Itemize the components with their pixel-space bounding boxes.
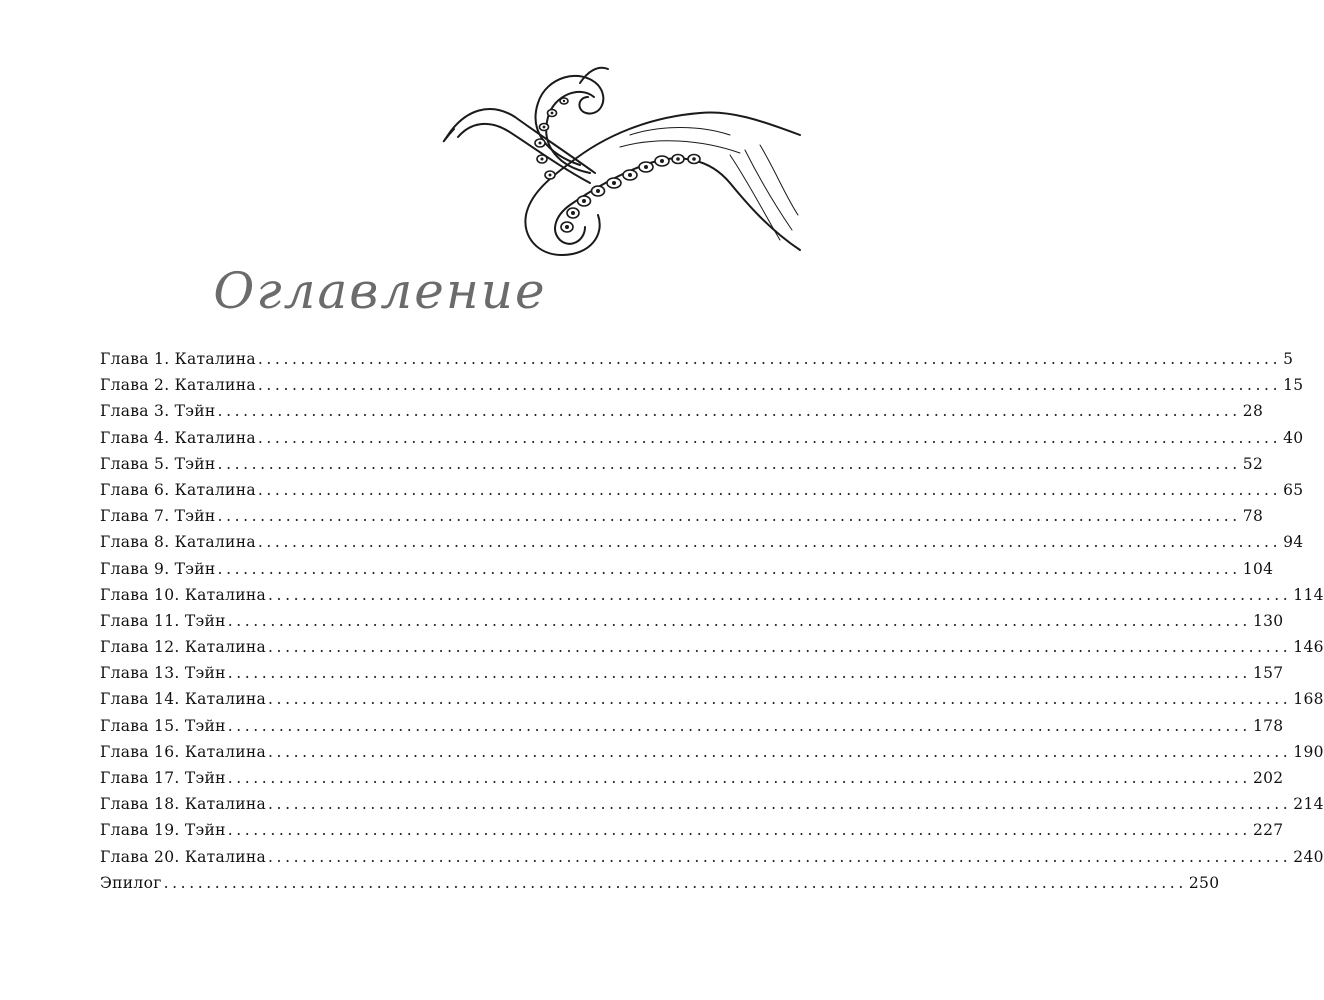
toc-entry-label: Глава 17. Тэйн bbox=[100, 769, 226, 787]
toc-entry-label: Глава 2. Каталина bbox=[100, 376, 256, 395]
toc-entry-label: Глава 5. Тэйн bbox=[100, 454, 216, 473]
toc-entry-page: 65 bbox=[1283, 480, 1304, 499]
toc-entry-page: 5 bbox=[1283, 350, 1294, 368]
toc-dot-leader: ........................................................................................................................ bbox=[268, 585, 1292, 604]
toc-entry-label: Глава 11. Тэйн bbox=[100, 611, 226, 630]
toc-dot-leader: ........................................................................................................................ bbox=[227, 611, 1251, 630]
toc-entry-page: 227 bbox=[1252, 821, 1284, 840]
toc-dot-leader: ........................................................................................................................ bbox=[268, 742, 1292, 761]
toc-entry-label: Глава 6. Каталина bbox=[100, 480, 256, 499]
toc-entry-label: Глава 8. Каталина bbox=[100, 533, 256, 552]
toc-dot-leader: ........................................................................................................................ bbox=[257, 428, 1282, 447]
toc-entry-label: Глава 12. Каталина bbox=[100, 638, 267, 657]
toc-entry bbox=[100, 795, 1324, 821]
toc-dot-leader: ........................................................................................................................ bbox=[217, 402, 1241, 421]
toc-entry-page: 94 bbox=[1283, 533, 1304, 552]
toc-entry-label: Глава 20. Каталина bbox=[100, 847, 267, 866]
toc-entry bbox=[100, 873, 1220, 900]
toc-entry bbox=[100, 559, 1274, 586]
toc-dot-leader: ........................................................................................................................ bbox=[268, 847, 1292, 866]
toc-entry bbox=[100, 428, 1304, 455]
toc-dot-leader: ........................................................................................................................ bbox=[227, 821, 1251, 840]
toc-entry-label: Глава 3. Тэйн bbox=[100, 402, 216, 421]
toc-entry-page: 15 bbox=[1283, 376, 1304, 395]
toc-dot-leader: ........................................................................................................................ bbox=[217, 507, 1241, 526]
toc-entry-label: Глава 18. Каталина bbox=[100, 795, 267, 814]
toc-entry bbox=[100, 716, 1284, 743]
toc-entry-page: 130 bbox=[1252, 611, 1284, 630]
page-title: Оглавление bbox=[213, 262, 547, 320]
toc-entry-page: 202 bbox=[1252, 769, 1284, 787]
toc-entry-label: Глава 7. Тэйн bbox=[100, 507, 216, 526]
toc-entry bbox=[100, 454, 1264, 481]
toc-entry-page: 214 bbox=[1293, 795, 1324, 814]
toc-entry bbox=[100, 690, 1324, 716]
toc-dot-leader: ........................................................................................................................ bbox=[227, 716, 1251, 735]
toc-entry-label: Глава 9. Тэйн bbox=[100, 559, 216, 578]
toc-dot-leader: ........................................................................................................................ bbox=[227, 769, 1251, 787]
toc-entry-label: Глава 19. Тэйн bbox=[100, 821, 226, 840]
toc-entry-label: Глава 16. Каталина bbox=[100, 742, 267, 761]
toc-entry-page: 190 bbox=[1293, 742, 1324, 761]
toc-entry bbox=[100, 847, 1324, 874]
toc-entry-page: 178 bbox=[1252, 716, 1284, 735]
toc-entry-page: 28 bbox=[1242, 402, 1264, 421]
toc-entry bbox=[100, 664, 1284, 690]
toc-entry bbox=[100, 585, 1324, 612]
toc-entry bbox=[100, 480, 1304, 507]
toc-dot-leader: ........................................................................................................................ bbox=[268, 638, 1292, 657]
toc-dot-leader: ........................................................................................................................ bbox=[268, 795, 1292, 814]
toc-dot-leader: ........................................................................................................................ bbox=[163, 873, 1187, 892]
toc-entry bbox=[100, 350, 1294, 376]
toc-entry bbox=[100, 376, 1304, 402]
toc-entry bbox=[100, 402, 1264, 428]
toc-entry bbox=[100, 638, 1324, 664]
toc-entry-page: 52 bbox=[1242, 454, 1264, 473]
toc-entry-page: 240 bbox=[1293, 847, 1324, 866]
toc-entry bbox=[100, 611, 1284, 638]
toc-dot-leader: ........................................................................................................................ bbox=[257, 533, 1282, 552]
toc-entry-page: 40 bbox=[1283, 428, 1304, 447]
toc-dot-leader: ........................................................................................................................ bbox=[227, 664, 1251, 683]
toc-entry-page: 114 bbox=[1293, 585, 1324, 604]
toc-dot-leader: ........................................................................................................................ bbox=[257, 350, 1282, 368]
toc-entry bbox=[100, 507, 1264, 533]
toc-dot-leader: ........................................................................................................................ bbox=[217, 559, 1241, 578]
toc-entry-page: 168 bbox=[1293, 690, 1324, 709]
toc-entry-label: Эпилог bbox=[100, 873, 162, 892]
table-of-contents bbox=[100, 350, 1324, 900]
toc-entry bbox=[100, 533, 1304, 559]
toc-entry-label: Глава 4. Каталина bbox=[100, 428, 256, 447]
toc-entry-page: 104 bbox=[1242, 559, 1274, 578]
toc-entry-page: 250 bbox=[1188, 873, 1220, 892]
toc-entry-page: 146 bbox=[1293, 638, 1324, 657]
toc-entry bbox=[100, 821, 1284, 847]
toc-entry-page: 157 bbox=[1252, 664, 1284, 683]
toc-entry-label: Глава 10. Каталина bbox=[100, 585, 267, 604]
toc-entry-label: Глава 1. Каталина bbox=[100, 350, 256, 368]
toc-dot-leader: ........................................................................................................................ bbox=[257, 480, 1282, 499]
toc-dot-leader: ........................................................................................................................ bbox=[257, 376, 1282, 395]
toc-dot-leader: ........................................................................................................................ bbox=[268, 690, 1292, 709]
tentacle-illustration-icon bbox=[430, 55, 800, 260]
toc-entry-label: Глава 14. Каталина bbox=[100, 690, 267, 709]
toc-entry-label: Глава 13. Тэйн bbox=[100, 664, 226, 683]
toc-dot-leader: ........................................................................................................................ bbox=[217, 454, 1241, 473]
toc-entry bbox=[100, 769, 1284, 795]
toc-entry-label: Глава 15. Тэйн bbox=[100, 716, 226, 735]
toc-entry-page: 78 bbox=[1242, 507, 1264, 526]
toc-entry bbox=[100, 742, 1324, 769]
